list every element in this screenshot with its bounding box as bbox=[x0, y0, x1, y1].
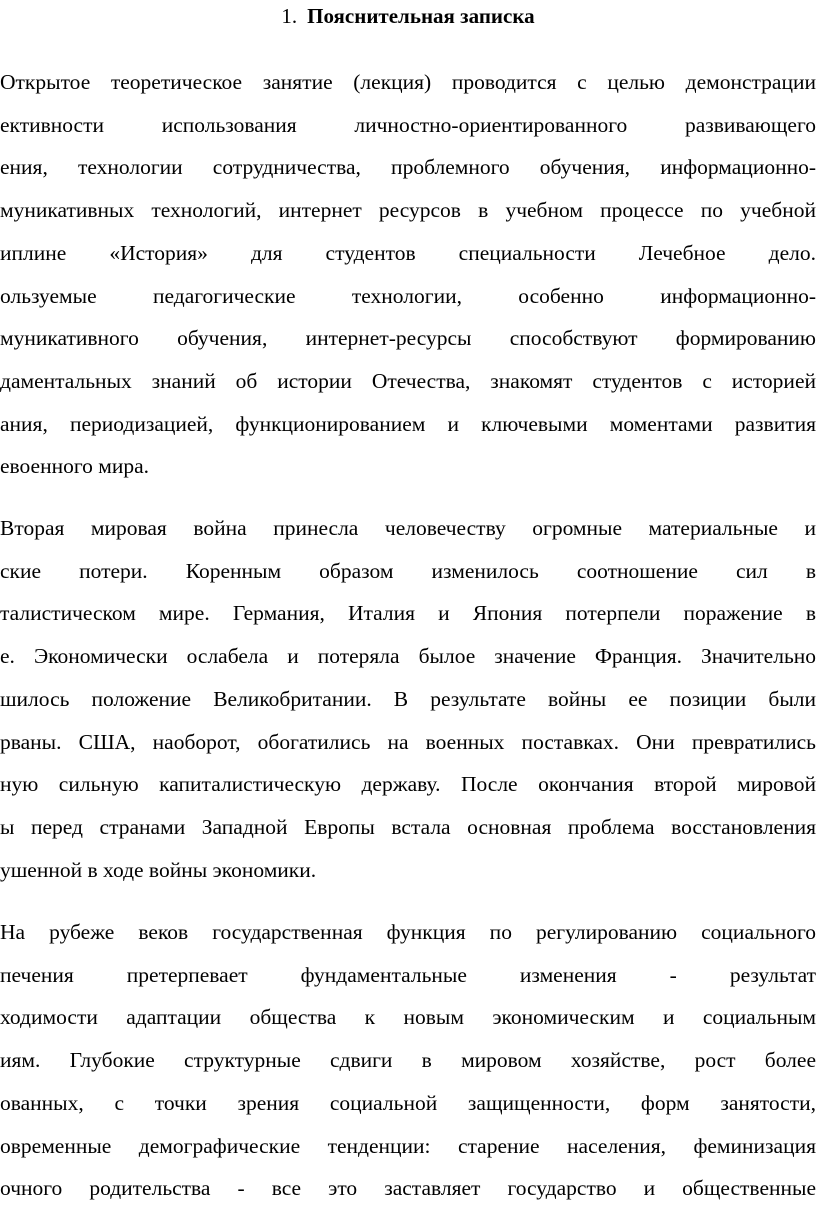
paragraph-1-line: муникативных технологий, интернет ресурсов в учебном процессе по учебной bbox=[0, 198, 816, 223]
paragraph-2-line: ские потери. Коренным образом изменилось соотношение сил в bbox=[0, 558, 816, 583]
paragraph-1-line: муникативного обучения, интернет-ресурсы способствуют формированию bbox=[0, 326, 816, 351]
paragraph-1-line: ения, технологии сотрудничества, проблемного обучения, информационно- bbox=[0, 155, 816, 180]
paragraph-2-line: ную сильную капиталистическую державу. После окончания второй мировой bbox=[0, 772, 816, 797]
paragraph-2-line: шилось положение Великобритании. В результате войны ее позиции были bbox=[0, 686, 816, 711]
paragraph-2-line: ы перед странами Западной Европы встала основная проблема восстановления bbox=[0, 814, 816, 839]
paragraph-3-line: ованных, с точки зрения социальной защищенности, форм занятости, bbox=[0, 1090, 816, 1115]
paragraph-3-line: иям. Глубокие структурные сдвиги в мировом хозяйстве, рост более bbox=[0, 1048, 816, 1073]
paragraph-3-line: печения претерпевает фундаментальные изменения - результат bbox=[0, 962, 816, 987]
paragraph-1-line: ания, периодизацией, функционированием и ключевыми моментами развития bbox=[0, 411, 816, 436]
paragraph-2-line: талистическом мире. Германия, Италия и Япония потерпели поражение в bbox=[0, 601, 816, 626]
paragraph-3-line: очного родительства - все это заставляет государство и общественные bbox=[0, 1176, 816, 1201]
paragraph-1-line: евоенного мира. bbox=[0, 454, 150, 479]
paragraph-2-line: рваны. США, наоборот, обогатились на военных поставках. Они превратились bbox=[0, 729, 816, 754]
paragraph-3-line: овременные демографические тенденции: старение населения, феминизация bbox=[0, 1133, 816, 1158]
paragraph-1-line: даментальных знаний об истории Отечества, знакомят студентов с историей bbox=[0, 368, 816, 393]
paragraph-3-line: ходимости адаптации общества к новым экономическим и социальным bbox=[0, 1005, 816, 1030]
paragraph-2-line: Вторая мировая война принесла человечеству огромные материальные и bbox=[0, 516, 816, 540]
paragraph-1-line: иплине «История» для студентов специальности Лечебное дело. bbox=[0, 240, 816, 265]
section-number: 1. bbox=[281, 4, 298, 28]
paragraph-1-line: Открытое теоретическое занятие (лекция) проводится с целью демонстрации bbox=[0, 70, 816, 94]
paragraph-2-line: е. Экономически ослабела и потеряла былое значение Франция. Значительно bbox=[0, 644, 816, 669]
paragraph-3-line: На рубеже веков государственная функция по регулированию социального bbox=[0, 920, 816, 944]
paragraph-1-line: ективности использования личностно-ориентированного развивающего bbox=[0, 112, 816, 137]
section-heading bbox=[0, 2, 816, 30]
paragraph-1-line: ользуемые педагогические технологии, особенно информационно- bbox=[0, 283, 816, 308]
section-title: Пояснительная записка bbox=[307, 4, 535, 28]
paragraph-2-line: ушенной в ходе войны экономики. bbox=[0, 857, 317, 882]
